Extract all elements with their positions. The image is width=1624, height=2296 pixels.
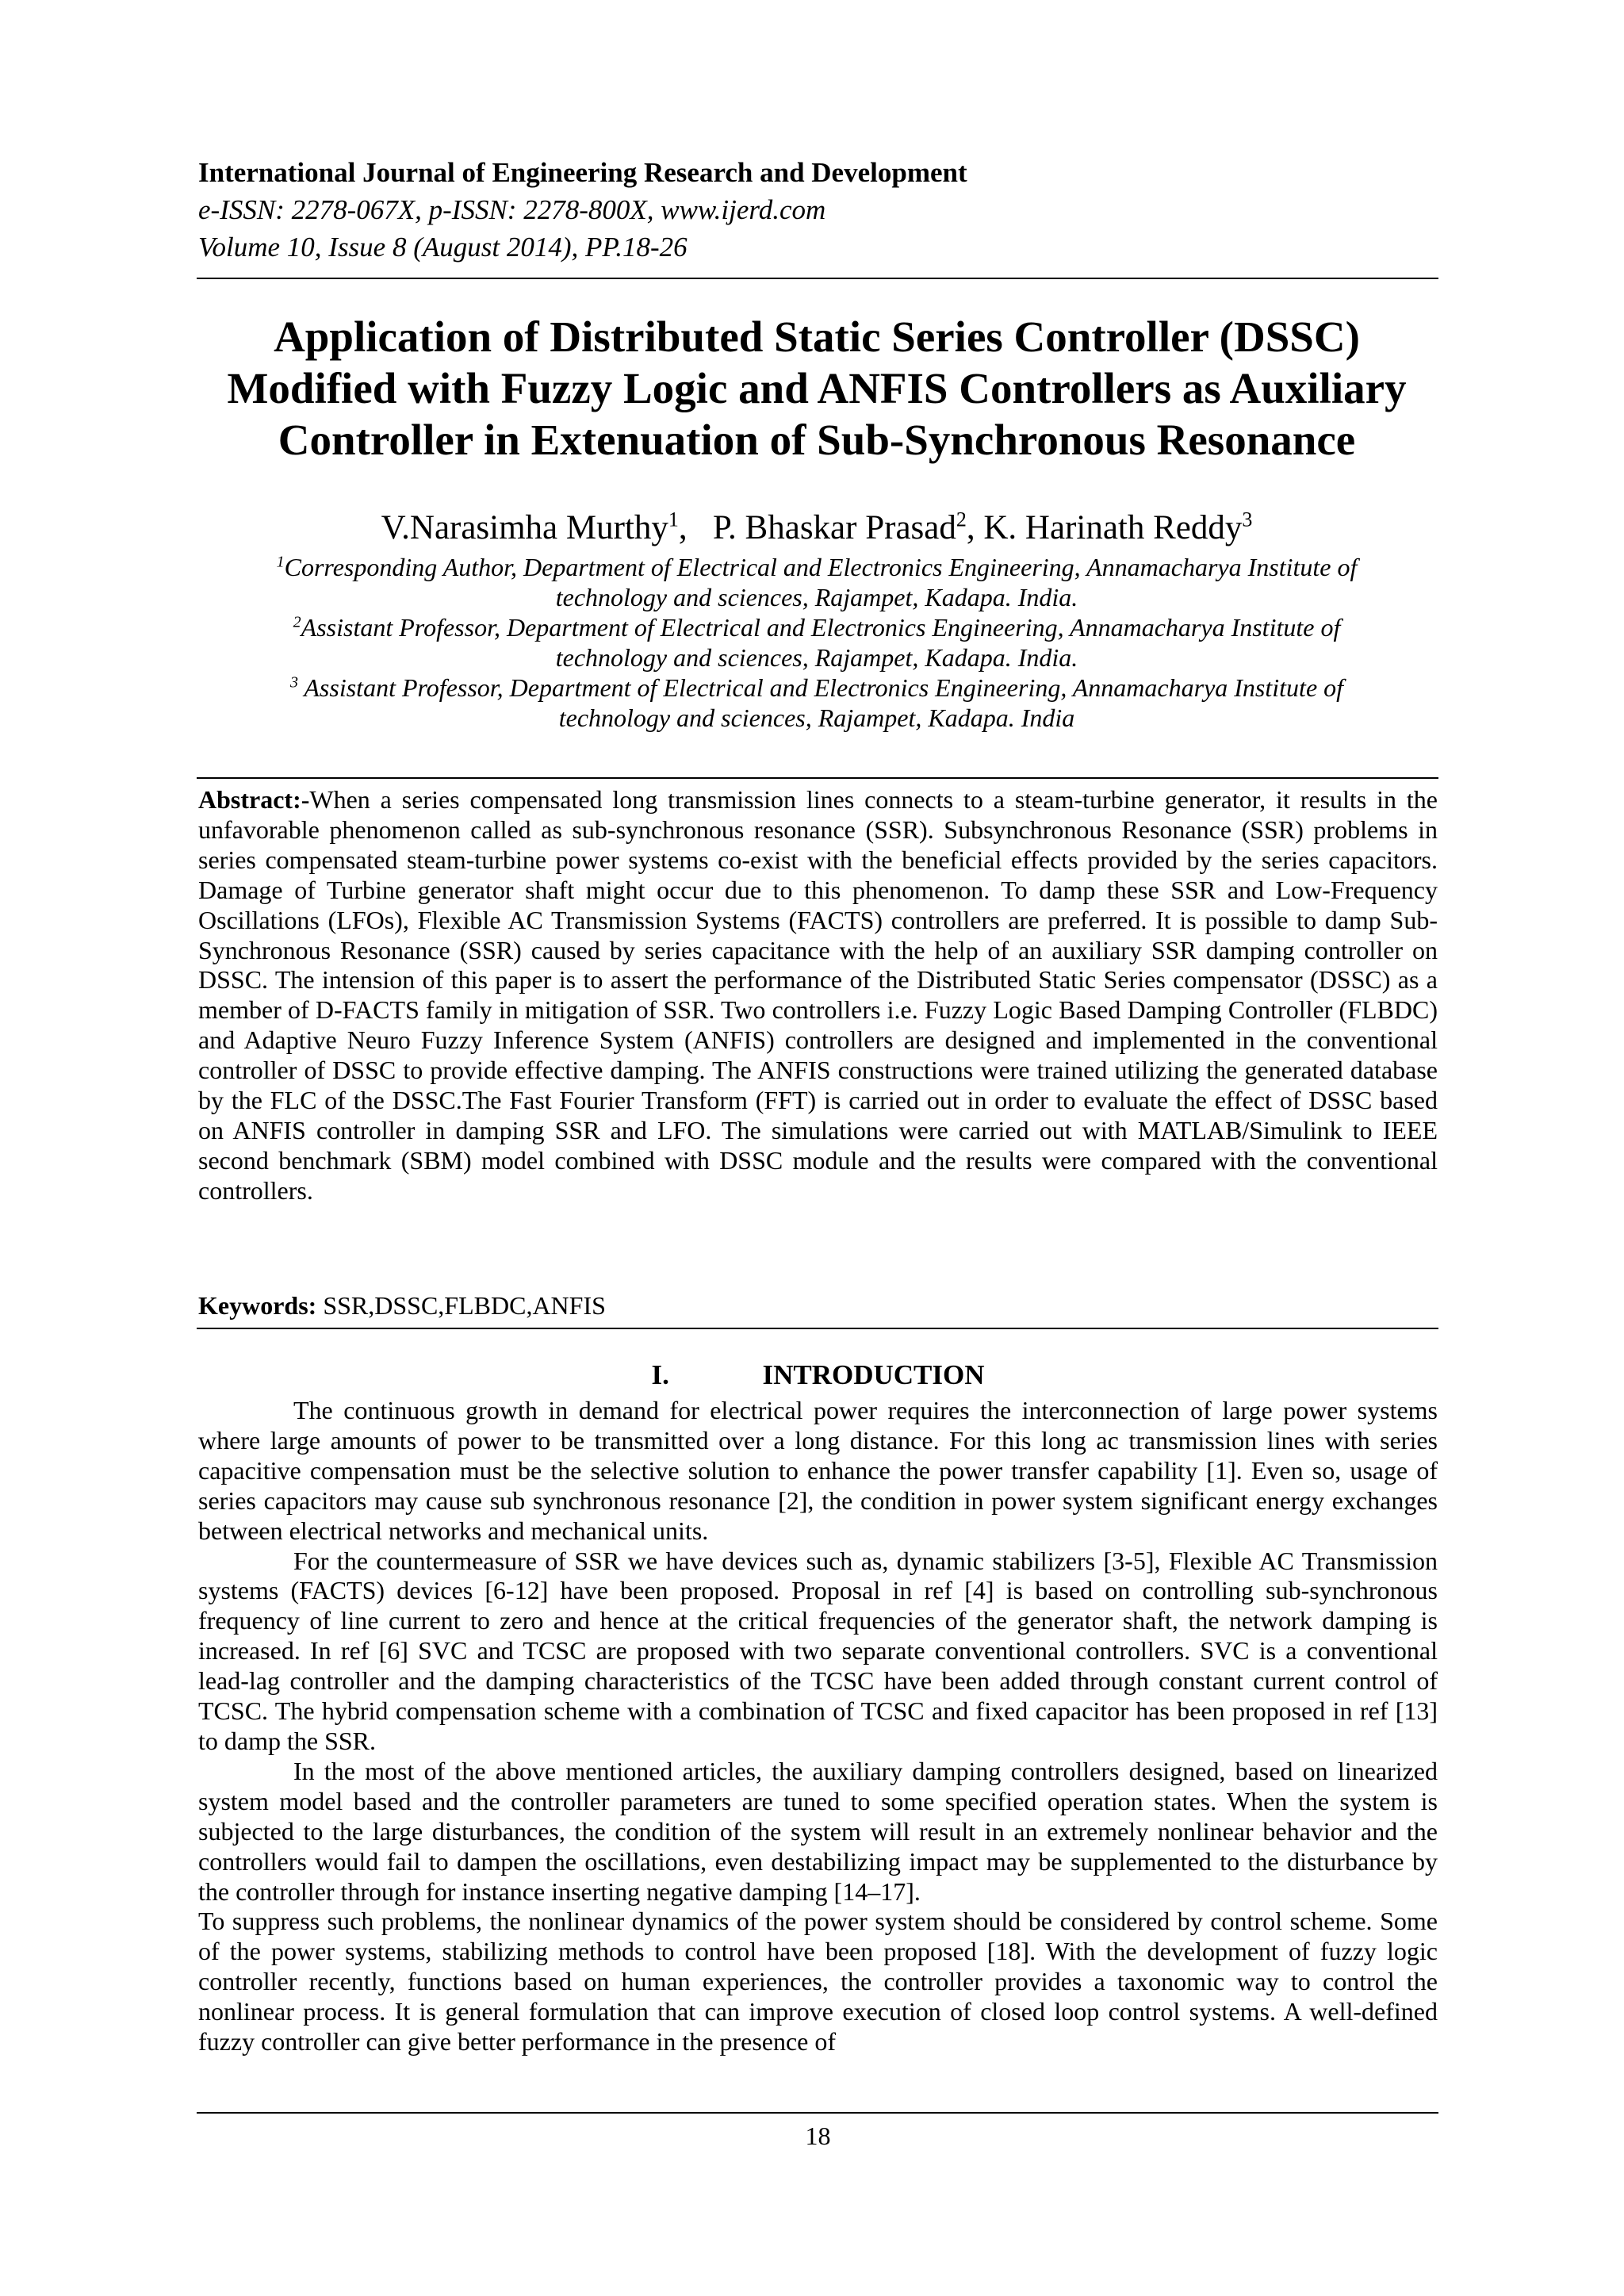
affiliation xyxy=(198,552,1435,612)
keywords-label: Keywords: xyxy=(198,1291,317,1320)
author-mark: 1 xyxy=(668,508,679,531)
footer-rule xyxy=(197,2112,1438,2114)
affiliation-mark: 1 xyxy=(276,553,285,571)
abstract-label: Abstract:- xyxy=(198,785,310,814)
journal-name: International Journal of Engineering Research and Development xyxy=(198,157,967,188)
affiliation-mark: 2 xyxy=(293,613,301,631)
author-separator: , xyxy=(966,509,984,546)
abstract xyxy=(198,785,1438,1206)
affiliation-text: technology and sciences, Rajampet, Kadapa. India xyxy=(558,703,1075,732)
affiliation xyxy=(198,673,1435,733)
affiliation xyxy=(198,612,1435,673)
paper-title xyxy=(198,311,1435,466)
paragraph: In the most of the above mentioned articles, the auxiliary damping controllers designed, based on linearized system model based and the controller parameters are tuned to some specified operation states. When the system is subjected to the large disturbances, the condition of the system will result in an extremely nonlinear behavior and the controllers would fail to dampen the oscillations, even destabilizing impact may be supplemented to the disturbance by the controller through for instance inserting negative damping [14–17]. xyxy=(198,1756,1438,1906)
affiliation-text: Corresponding Author, Department of Electrical and Electronics Engineering, Annamacharya Institute of xyxy=(284,553,1358,581)
affiliation-text: Assistant Professor, Department of Electrical and Electronics Engineering, Annamacharya Institute of xyxy=(301,613,1341,642)
keywords xyxy=(198,1290,1438,1320)
section-heading xyxy=(198,1358,1438,1393)
section-title: INTRODUCTION xyxy=(762,1359,985,1390)
affiliation-text: technology and sciences, Rajampet, Kadapa. India. xyxy=(555,643,1078,672)
author-mark: 2 xyxy=(956,508,967,531)
paragraph: To suppress such problems, the nonlinear dynamics of the power system should be considered by control scheme. Some of the power systems, stabilizing methods to control have been proposed [18]. With the development of fuzzy logic controller recently, functions based on human experiences, the controller provides a taxonomic way to control the nonlinear process. It is general formulation that can improve execution of closed loop control systems. A well-defined fuzzy controller can give better performance in the presence of xyxy=(198,1907,1438,2056)
author-name: V.Narasimha Murthy xyxy=(381,509,668,546)
journal-header xyxy=(198,155,1435,266)
title-line: Modified with Fuzzy Logic and ANFIS Controllers as Auxiliary xyxy=(227,364,1407,412)
keywords-text: SSR,DSSC,FLBDC,ANFIS xyxy=(316,1291,606,1320)
body-text xyxy=(198,1396,1438,2057)
author-list xyxy=(198,506,1435,550)
abstract-text: When a series compensated long transmission lines connects to a steam-turbine generator, it results in the unfavorable phenomenon called as sub-synchronous resonance (SSR). Subsynchronous Resonance (SSR) problems in series compensated steam-turbine power systems co-exist with the beneficial effects provided by the series capacitors. Damage of Turbine generator shaft might occur due to this phenomenon. To damp these SSR and Low-Frequency Oscillations (LFOs), Flexible AC Transmission Systems (FACTS) controllers are preferred. It is possible to damp Sub-Synchronous Resonance (SSR) caused by series capacitance with the help of an auxiliary SSR damping controller on DSSC. The intension of this paper is to assert the performance of the Distributed Static Series compensator (DSSC) as a member of D-FACTS family in mitigation of SSR. Two controllers i.e. Fuzzy Logic Based Damping Controller (FLBDC) and Adaptive Neuro Fuzzy Inference System (ANFIS) controllers are designed and implemented in the conventional controller of DSSC to provide effective damping. The ANFIS constructions were trained utilizing the generated database by the FLC of the DSSC.The Fast Fourier Transform (FFT) is carried out in order to evaluate the effect of DSSC based on ANFIS controller in damping SSR and LFO. The simulations were carried out with MATLAB/Simulink to IEEE second benchmark (SBM) model combined with DSSC module and the results were compared with the conventional controllers. xyxy=(198,785,1438,1205)
title-line: Controller in Extenuation of Sub-Synchronous Resonance xyxy=(278,416,1356,464)
affiliation-text: Assistant Professor, Department of Electrical and Electronics Engineering, Annamacharya Institute of xyxy=(297,673,1344,702)
journal-volume: Volume 10, Issue 8 (August 2014), PP.18-26 xyxy=(198,232,688,263)
paragraph: The continuous growth in demand for electrical power requires the interconnection of large power systems where large amounts of power to be transmitted over a long distance. For this long ac transmission lines with series capacitive compensation must be the selective solution to enhance the power transfer capability [1]. Even so, usage of series capacitors may cause sub synchronous resonance [2], the condition in power system significant energy exchanges between electrical networks and mechanical units. xyxy=(198,1396,1438,1545)
title-line: Application of Distributed Static Series Controller (DSSC) xyxy=(274,312,1360,361)
page-number: 18 xyxy=(805,2122,831,2150)
journal-issn: e-ISSN: 2278-067X, p-ISSN: 2278-800X, www.ijerd.com xyxy=(198,194,826,225)
affiliation-text: technology and sciences, Rajampet, Kadapa. India. xyxy=(555,583,1078,611)
keywords-rule xyxy=(197,1328,1438,1329)
header-rule xyxy=(197,278,1438,279)
author-separator: , xyxy=(678,509,713,546)
affiliation-mark: 3 xyxy=(289,673,298,692)
abstract-rule xyxy=(197,777,1438,779)
paragraph: For the countermeasure of SSR we have devices such as, dynamic stabilizers [3-5], Flexible AC Transmission systems (FACTS) devices [6-12] have been proposed. Proposal in ref [4] is based on controlling sub-synchronous frequency of line current to zero and hence at the critical frequencies of the generator shaft, the network damping is increased. In ref [6] SVC and TCSC are proposed with two separate conventional controllers. SVC is a conventional lead-lag controller and the damping characteristics of the TCSC have been added through constant current control of TCSC. The hybrid compensation scheme with a combination of TCSC and fixed capacitor has been proposed in ref [13] to damp the SSR. xyxy=(198,1546,1438,1755)
affiliations xyxy=(198,552,1435,733)
author-name: K. Harinath Reddy xyxy=(983,509,1243,546)
author-mark: 3 xyxy=(1242,508,1253,531)
section-number: I. xyxy=(651,1359,669,1390)
author-name: P. Bhaskar Prasad xyxy=(712,509,956,546)
